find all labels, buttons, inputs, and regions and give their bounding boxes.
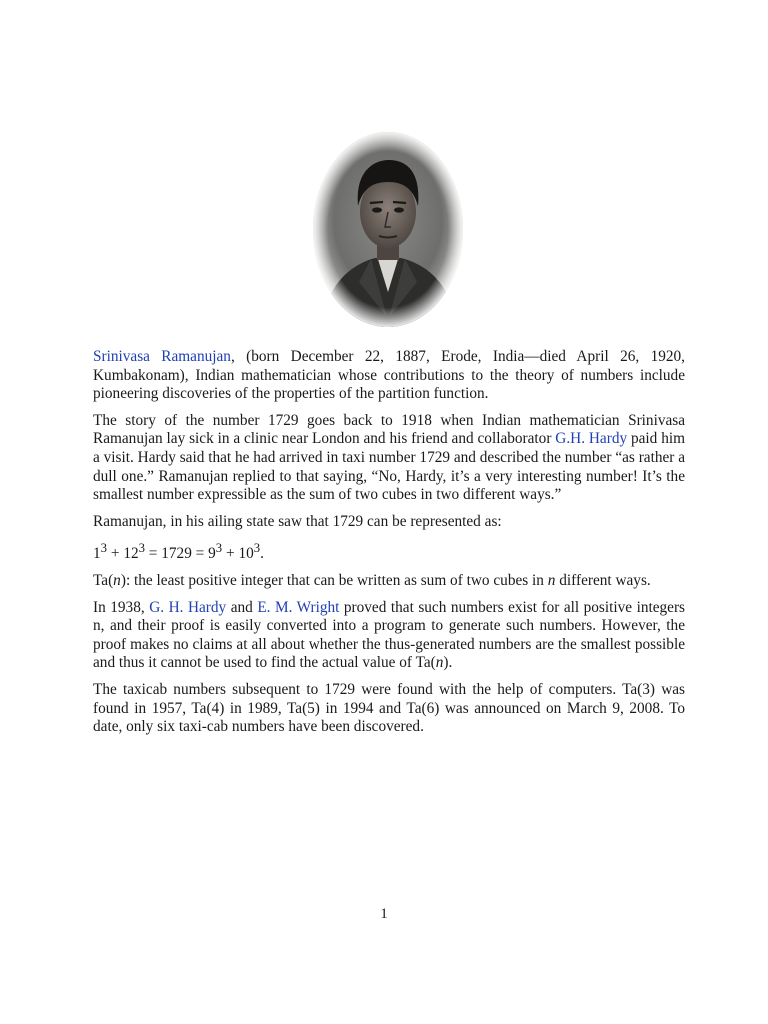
- paragraph-hardy-wright: In 1938, G. H. Hardy and E. M. Wright proved that such numbers exist for all positive integers n, and their proof is easily converted into a program to generate such numbers. However, the proof makes no claims at all about whether the thus-generated numbers are the smallest possible and thus it cannot be used to find the actual value of Ta(n).: [93, 598, 685, 672]
- article-body: [93, 348, 685, 745]
- paragraph-taxicab-numbers: The taxicab numbers subsequent to 1729 were found with the help of computers. Ta(3) was found in 1957, Ta(4) in 1989, Ta(5) in 1994 and Ta(6) was announced on March 9, 2008. To date, only six taxi-cab numbers have been discovered.: [93, 681, 685, 736]
- link-srinivasa-ramanujan[interactable]: Srinivasa Ramanujan: [93, 348, 231, 365]
- link-e-m-wright[interactable]: E. M. Wright: [257, 598, 340, 616]
- paragraph-representation: Ramanujan, in his ailing state saw that 1729 can be represented as:: [93, 512, 502, 530]
- link-g-h-hardy[interactable]: G. H. Hardy: [149, 598, 227, 616]
- link-gh-hardy[interactable]: G.H. Hardy: [555, 430, 628, 448]
- equation-1729: $1^3 + 12^3 = 1729 = 9^3 + 10^3$.: [93, 541, 264, 563]
- page-number: 1: [380, 906, 388, 922]
- paragraph-story: The story of the number 1729 goes back to 1918 when Indian mathematician Srinivasa Ramanujan lay sick in a clinic near London and his friend and collaborator G.H. Hardy paid him a visit. Hardy said that he had arrived in taxi number 1729 and described the number “as rather a dull one.” Ramanujan replied to that saying, “No, Hardy, it’s a very interesting number! It’s the smallest number expressible as the sum of two cubes in two different ways.”: [93, 411, 685, 504]
- portrait-photo: [313, 132, 463, 327]
- paragraph-ta-definition: Ta(n): the least positive integer that can be written as sum of two cubes in n different ways.: [93, 572, 651, 590]
- portrait-illustration: [313, 132, 463, 327]
- paragraph-intro: Srinivasa Ramanujan, (born December 22, 1887, Erode, India—died April 26, 1920, Kumbakonam), Indian mathematician whose contributions to the theory of numbers include pioneering discoveries of the properties of the partition function.: [93, 348, 685, 403]
